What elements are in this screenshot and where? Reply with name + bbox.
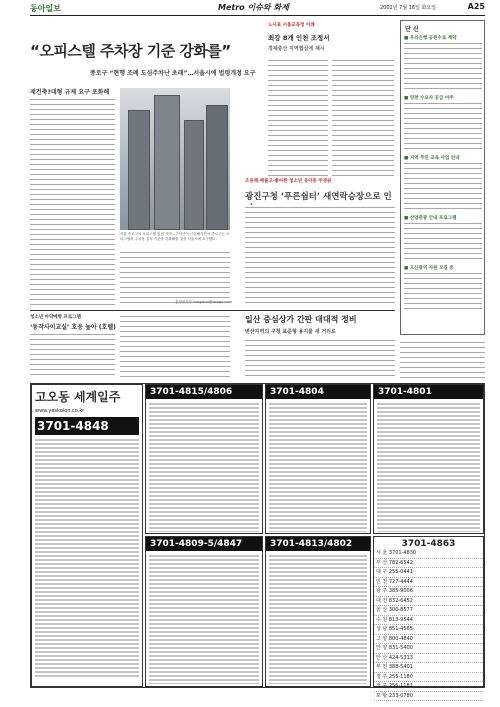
feature-body — [245, 205, 395, 305]
section-title: Metro 이슈와 화제 — [218, 3, 289, 12]
branch-phone: 성 남 851-4565 — [374, 625, 483, 635]
ad-center4-phone: 3701-4809-5/4847 — [146, 537, 262, 551]
brief-head-1: ■ 우리은행 공원수로 계약 — [404, 36, 457, 41]
feature-kicker: 조용해·베풀고·좋아한 청소년 유아통 주쟁위 — [245, 179, 332, 184]
bottom-body — [245, 338, 395, 378]
branch-phone-list — [374, 549, 483, 701]
branch-phone: 안 양 831-5400 — [374, 644, 483, 654]
travel-ad-left[interactable] — [31, 384, 143, 687]
side-kicker: 노사표 서울교육청 이례 — [268, 23, 315, 28]
bottom-headline: 일산 중심상가 간판 대대적 정비 — [245, 315, 357, 324]
side-headline: 최강 8개 인천 조정서 — [268, 34, 330, 42]
divider — [30, 310, 395, 311]
left-headline: ‘동작사이교실’ 호응 높아 (호텔) — [30, 324, 116, 331]
branch-phone: 수 원 813-9544 — [374, 616, 483, 626]
feature-headline: 광진구청 ‘푸른쉼터’ 새연락승장으로 인 — [245, 192, 392, 202]
ad-center5-phone: 3701-4813/4802 — [266, 537, 370, 551]
briefs-list — [404, 35, 482, 311]
branch-phone: 고 양 800-4840 — [374, 635, 483, 645]
branch-phone: 서 울 3701-4830 — [374, 549, 483, 559]
travel-ad-right[interactable] — [373, 536, 484, 699]
side-sub: 경제중산 지역협심에 제시 — [268, 46, 325, 52]
travel-ad-center3[interactable] — [373, 384, 484, 534]
ad-center3-phone: 3701-4801 — [374, 385, 483, 399]
branch-phone: 대 구 255-0441 — [374, 568, 483, 578]
branch-phone: 대 전 832-6452 — [374, 597, 483, 607]
main-body-col2 — [120, 250, 230, 307]
side-body-col2 — [332, 58, 394, 176]
main-kicker: 재건축?대형 규제 요구 포화해 — [30, 89, 110, 96]
branch-phone: 포 항 233-0780 — [374, 692, 483, 702]
travel-ad-center4[interactable] — [145, 536, 263, 687]
brief-head-3: ■ 지역 주민 교육 사업 안내 — [404, 156, 460, 161]
travel-ad-center1[interactable] — [145, 384, 263, 534]
paper-logo: 동아일보 — [30, 4, 61, 13]
ad-center2-phone: 3701-4804 — [266, 385, 370, 399]
ads-section — [30, 383, 485, 699]
ad-right-phone: 3701-4863 — [401, 539, 456, 549]
branch-phone: 부 산 782-6542 — [374, 559, 483, 569]
page-number: A25 — [467, 2, 485, 11]
main-subhead: 종로구 “현행 조례 도심주차난 초래”…서울시에 법령개정 요구 — [90, 70, 256, 77]
brief-head-5: ■ 오산광역 자원 모집 중 — [404, 266, 454, 271]
masthead — [30, 2, 485, 16]
main-body-col1 — [30, 97, 115, 307]
briefs-title: 단 신 — [405, 26, 419, 33]
main-headline: “오피스텔 주차장 기준 강화를” — [30, 42, 231, 60]
travel-ad-center2[interactable] — [265, 384, 371, 534]
brief-head-4: ■ 산업관광 안내 프로그램 — [404, 216, 457, 221]
branch-phone: 광 주 385-9006 — [374, 587, 483, 597]
side-body-col1 — [268, 58, 328, 176]
branch-phone: 부 천 388-5401 — [374, 663, 483, 673]
branch-phone: 안 산 424-5313 — [374, 654, 483, 664]
branch-phone: 청 주 255-1180 — [374, 673, 483, 683]
branch-phone: 인 천 727-4444 — [374, 578, 483, 588]
travel-ad-center5[interactable] — [265, 536, 371, 687]
middle-body — [120, 314, 230, 377]
ad-left-phone: 3701-4848 — [35, 417, 139, 435]
bottom-sub: 변산지역의 구청 표준형 용지를 새 거리로 — [245, 329, 336, 335]
building-photo-caption: 서울 종로구의 오피스텔 밀집 지역…주차난이 극심해지면서 종로구는 오피스텔의 주차장 설치 기준을 강화해줄 것을 서울시에 요구했다. — [120, 232, 230, 241]
left-kicker: 청소년 마약예방 프로그램 — [30, 315, 81, 320]
brief-tail-body — [400, 340, 485, 378]
ad-center1-phone: 3701-4815/4806 — [146, 385, 262, 399]
building-photo — [120, 88, 230, 230]
issue-date: 2002년 7월 16일 화요일 — [380, 5, 437, 11]
branch-phone: 울 산 300-8577 — [374, 606, 483, 616]
ad-brand: 고오동 세계일주 — [35, 390, 121, 404]
brief-head-2: ■ 양천 수요자 공급 마주 — [404, 96, 454, 101]
main-byline: 홍성철기자 sungchul@donga.com — [175, 300, 232, 304]
branch-phone: 전 주 256-1181 — [374, 682, 483, 692]
ad-url: www.yeskolon.co.kr — [35, 408, 85, 414]
left-body — [30, 332, 115, 377]
